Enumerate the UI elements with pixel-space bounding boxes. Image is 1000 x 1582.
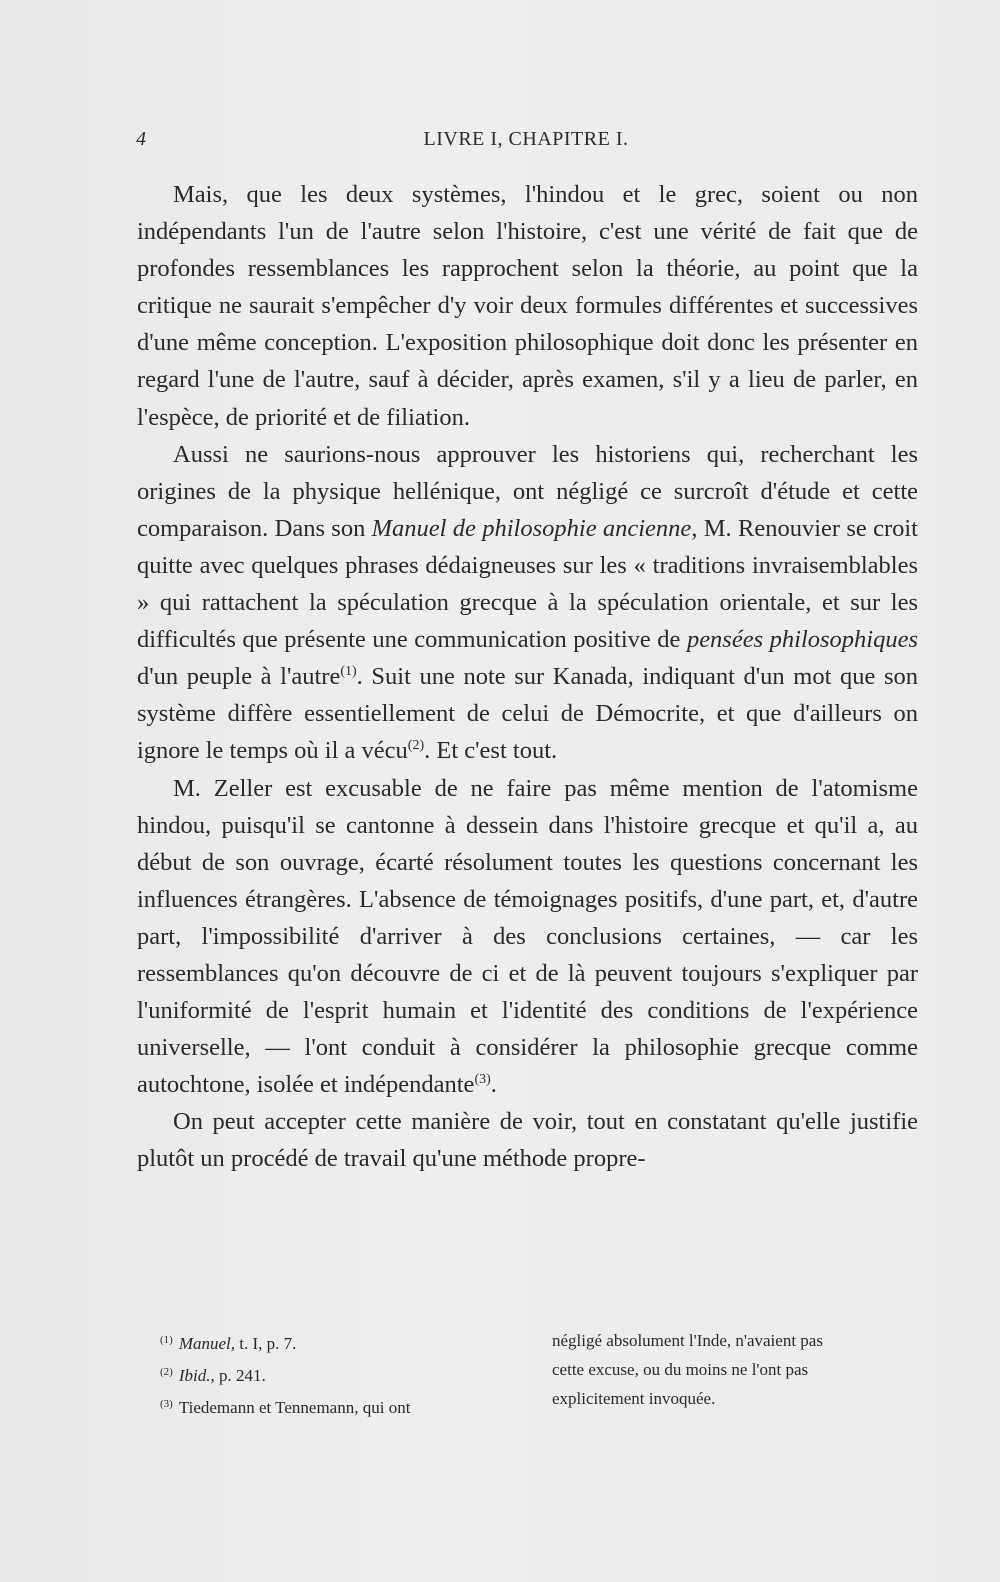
text-run: On peut accepter cette manière de voir, tout en constatant qu'elle justifie plutôt un procédé de travail qu'une méthode propre- [137,1108,918,1173]
text-run: . [490,1071,497,1099]
footnote-number: (2) [160,1366,173,1378]
italic-text: Manuel [178,1334,231,1353]
running-head: LIVRE I, CHAPITRE I. [423,128,629,150]
text-run: . Et c'est tout. [424,737,558,765]
footnote-item [160,1358,530,1390]
body-text [137,176,918,1178]
footnote-number: (3) [160,1398,173,1410]
italic-text: Ibid. [178,1366,211,1385]
text-run: Mais, que les deux systèmes, l'hindou et le grec, soient ou non indépendants l'un de l'autre selon l'histoire, c'est une vérité de fait que de profondes ressemblances les rapprochent selon la théorie, au point que la critique ne saurait s'empêcher d'y voir deux formules différentes et successives d'une même conception. L'exposition philosophique doit donc les présenter en regard l'une de l'autre, sauf à décider, après examen, s'il y a lieu de parler, en l'espèce, de priorité et de filiation. [137,181,918,431]
footnote-item [160,1326,530,1358]
footnote-item [160,1390,530,1422]
text-run: . Suit une note sur Kanada, indiquant d'un mot que son système diffère essentiellement de celui de Démocrite, et que d'ailleurs on ignore le temps où il a vécu [137,663,918,765]
footnote-reference: (1) [340,664,357,680]
footnote-continuation-line: négligé absolument l'Inde, n'avaient pas [552,1331,823,1350]
footnote-continuation-line: explicitement invoquée. [552,1389,716,1408]
footnotes-right-column [552,1326,920,1413]
text-run: , t. I, p. 7. [230,1334,297,1353]
paragraph [137,176,918,436]
italic-text: Manuel de philosophie ancienne [371,514,692,542]
text-run: , M. Renouvier se croit quitte avec quelques phrases dédaigneuses sur les « traditions invraisemblables » qui rattachent la spéculation grecque à la spéculation orientale, et sur les difficultés que présente une communication positive de [137,514,918,654]
footnote-reference: (2) [407,738,425,754]
paragraph [137,770,918,1104]
paragraph [137,436,918,770]
text-run: Tiedemann et Tennemann, qui ont [178,1398,411,1417]
footnote-number: (1) [160,1334,173,1346]
footnote-reference: (3) [474,1072,491,1088]
footnotes-left-column [160,1326,530,1422]
text-run: , p. 241. [210,1366,266,1385]
text-run: M. Zeller est excusable de ne faire pas même mention de l'atomisme hindou, puisqu'il se cantonne à dessein dans l'histoire grecque et qu'il a, au début de son ouvrage, écarté résolument toutes les questions concernant les influences étrangères. L'absence de témoignages positifs, d'une part, et, d'autre part, l'impossibilité d'arriver à des conclusions certaines, — car les ressemblances qu'on découvre de ci et de là peuvent toujours s'expliquer par l'uniformité de l'esprit humain et l'identité des conditions de l'expérience universelle, — l'ont conduit à considérer la philosophie grecque comme autochtone, isolée et indépendante [137,774,918,1099]
paragraph [137,1103,918,1177]
text-run: d'un peuple à l'autre [137,663,341,691]
page-number: 4 [136,128,147,150]
text-run: Aussi ne saurions-nous approuver les historiens qui, recherchant les origines de la physique hellénique, ont négligé ce surcroît d'étude et cette comparaison. Dans son [137,440,918,542]
italic-text: pensées philosophiques [686,626,919,654]
page-header [136,128,916,158]
footnote-continuation-line: cette excuse, ou du moins ne l'ont pas [552,1360,809,1379]
